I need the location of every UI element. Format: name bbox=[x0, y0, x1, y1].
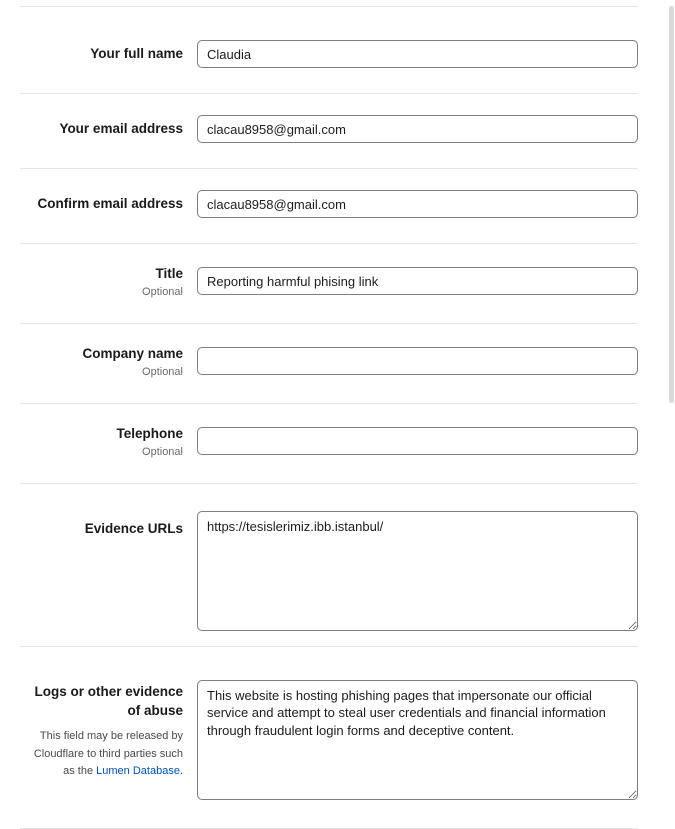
company-name-input[interactable] bbox=[197, 347, 638, 375]
logs-label: Logs or other evidence of abuse bbox=[34, 683, 183, 718]
email-label-group bbox=[20, 120, 183, 139]
evidence-urls-label: Evidence URLs bbox=[84, 520, 183, 536]
logs-help-text bbox=[20, 728, 183, 779]
evidence-urls-control bbox=[197, 511, 638, 631]
full-name-label-group bbox=[20, 45, 183, 64]
company-name-label: Company name bbox=[82, 345, 183, 361]
form-row-company-name bbox=[20, 324, 638, 404]
form-row-confirm-email bbox=[20, 169, 638, 244]
abuse-report-form bbox=[20, 6, 638, 829]
full-name-label: Your full name bbox=[90, 45, 183, 61]
title-input[interactable] bbox=[197, 267, 638, 295]
logs-label-group bbox=[20, 680, 183, 780]
telephone-input[interactable] bbox=[197, 427, 638, 455]
evidence-urls-label-group bbox=[20, 511, 183, 539]
form-row-email bbox=[20, 94, 638, 169]
company-name-control bbox=[197, 347, 638, 375]
telephone-label-group bbox=[20, 425, 183, 458]
confirm-email-label: Confirm email address bbox=[37, 195, 183, 211]
form-row-title bbox=[20, 244, 638, 324]
title-label: Title bbox=[155, 266, 183, 281]
form-row-full-name bbox=[20, 7, 638, 94]
title-label-group bbox=[20, 265, 183, 298]
full-name-input[interactable] bbox=[197, 40, 638, 68]
title-optional-label: Optional bbox=[142, 285, 183, 298]
vertical-scrollbar-thumb[interactable] bbox=[669, 6, 674, 403]
logs-textarea[interactable] bbox=[197, 680, 638, 800]
telephone-control bbox=[197, 427, 638, 455]
form-row-evidence-urls bbox=[20, 484, 638, 647]
email-input[interactable] bbox=[197, 115, 638, 143]
form-row-logs bbox=[20, 647, 638, 829]
telephone-label: Telephone bbox=[116, 425, 183, 441]
email-control bbox=[197, 115, 638, 143]
confirm-email-input[interactable] bbox=[197, 190, 638, 218]
logs-control bbox=[197, 680, 638, 800]
lumen-database-link[interactable]: Lumen Database. bbox=[96, 764, 183, 777]
email-label: Your email address bbox=[59, 120, 183, 136]
title-control bbox=[197, 267, 638, 295]
confirm-email-control bbox=[197, 190, 638, 218]
form-row-telephone bbox=[20, 404, 638, 484]
company-name-optional-label: Optional bbox=[142, 365, 183, 378]
full-name-control bbox=[197, 40, 638, 68]
telephone-optional-label: Optional bbox=[142, 445, 183, 458]
confirm-email-label-group bbox=[20, 195, 183, 214]
company-name-label-group bbox=[20, 345, 183, 378]
logs-help-text-body: This field may be released by Cloudflare to third parties such as the bbox=[33, 730, 183, 777]
evidence-urls-textarea[interactable] bbox=[197, 511, 638, 631]
